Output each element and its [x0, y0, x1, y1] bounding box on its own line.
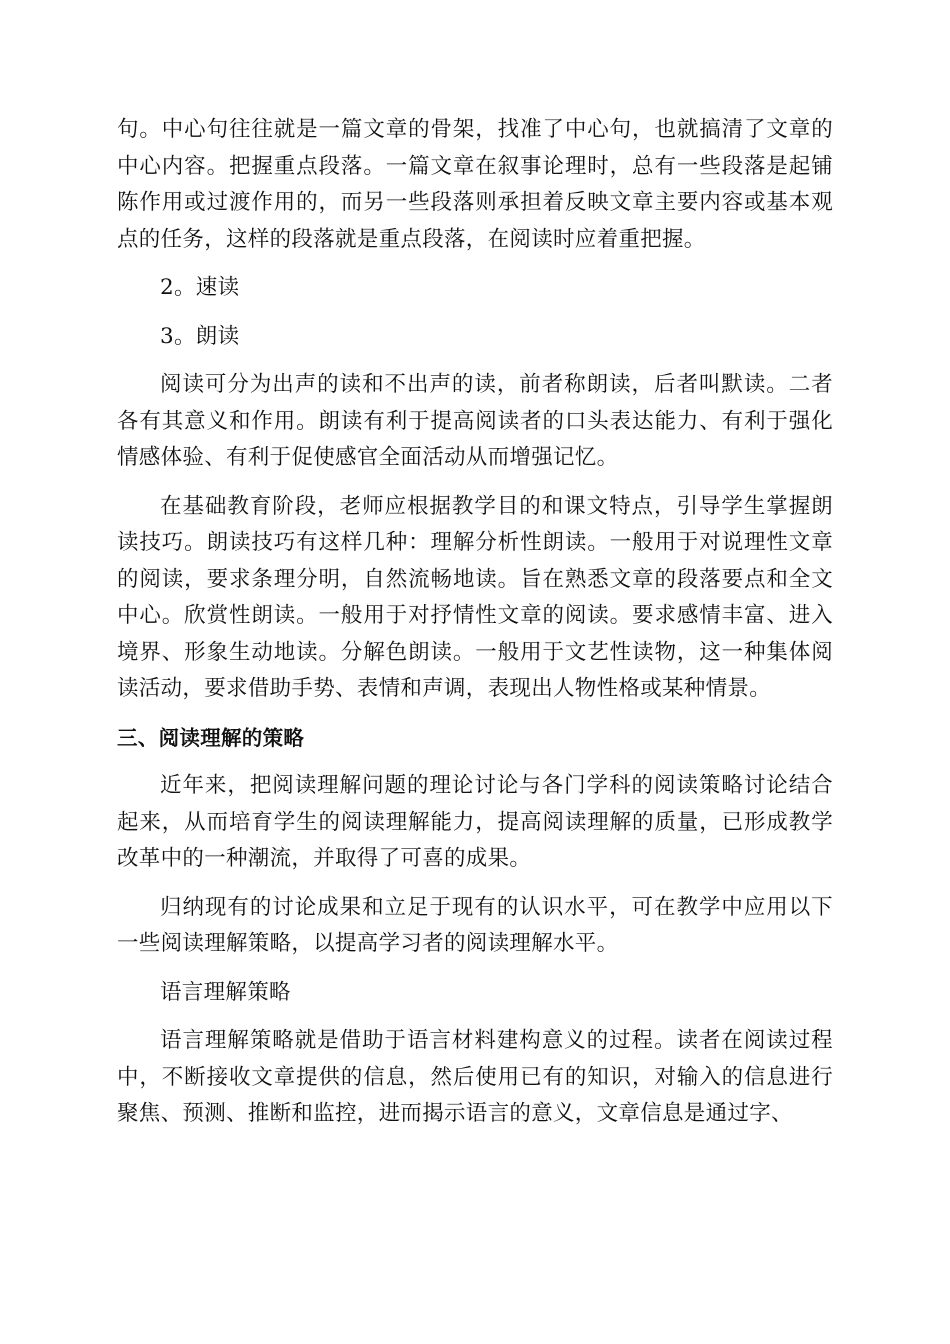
paragraph-language-strategy: 语言理解策略就是借助于语言材料建构意义的过程。读者在阅读过程中，不断接收文章提供的信息，然后使用已有的知识，对输入的信息进行聚焦、预测、推断和监控，进而揭示语言的意义，文章信息是通过字、 — [117, 1028, 833, 1126]
paragraph-reading-types: 阅读可分为出声的读和不出声的读，前者称朗读，后者叫默读。二者各有其意义和作用。朗读有利于提高阅读者的口头表达能力、有利于强化情感体验、有利于促使感官全面活动从而增强记忆。 — [117, 372, 833, 470]
list-item-speed-reading: 2。速读 — [160, 275, 240, 300]
paragraph-recent-years: 近年来，把阅读理解问题的理论讨论与各门学科的阅读策略讨论结合起来，从而培育学生的阅读理解能力，提高阅读理解的质量，已形成教学改革中的一种潮流，并取得了可喜的成果。 — [117, 773, 833, 871]
paragraph-summary: 归纳现有的讨论成果和立足于现有的认识水平，可在教学中应用以下一些阅读理解策略，以提高学习者的阅读理解水平。 — [117, 894, 833, 956]
document-page — [117, 112, 833, 1145]
section-heading: 三、阅读理解的策略 — [117, 725, 305, 750]
paragraph-continued: 句。中心句往往就是一篇文章的骨架，找准了中心句，也就搞清了文章的中心内容。把握重点段落。一篇文章在叙事论理时，总有一些段落是起铺陈作用或过渡作用的，而另一些段落则承担着反映文章主要内容或基本观点的任务，这样的段落就是重点段落，在阅读时应着重把握。 — [117, 117, 833, 252]
list-item-reading-aloud: 3。朗读 — [160, 323, 240, 349]
paragraph-reading-techniques: 在基础教育阶段，老师应根据教学目的和课文特点，引导学生掌握朗读技巧。朗读技巧有这样几种：理解分析性朗读。一般用于对说理性文章的阅读，要求条理分明，自然流畅地读。旨在熟悉文章的段落要点和全文中心。欣赏性朗读。一般用于对抒情性文章的阅读。要求感情丰富、进入境界、形象生动地读。分解色朗读。一般用于文艺性读物，这一种集体阅读活动，要求借助手势、表情和声调，表现出人物性格或某种情景。 — [117, 493, 833, 701]
subheading-language-strategy: 语言理解策略 — [160, 979, 291, 1005]
